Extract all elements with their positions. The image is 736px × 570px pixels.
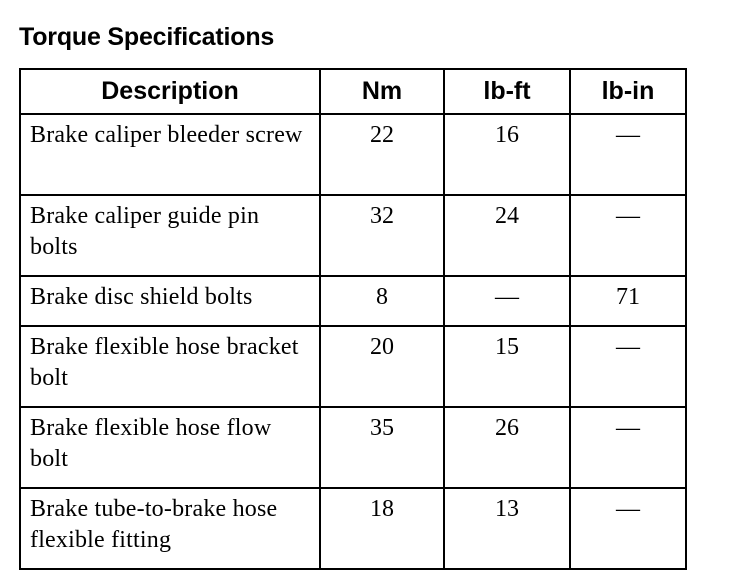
lb-in-cell: — bbox=[570, 326, 686, 407]
nm-cell: 32 bbox=[320, 195, 444, 276]
column-header-lb-in: lb-in bbox=[570, 69, 686, 114]
column-header-nm: Nm bbox=[320, 69, 444, 114]
lb-ft-cell: 13 bbox=[444, 488, 570, 569]
description-cell: Brake caliper bleeder screw bbox=[20, 114, 320, 195]
nm-cell: 35 bbox=[320, 407, 444, 488]
page-title: Torque Specifications bbox=[19, 23, 275, 51]
table-row bbox=[20, 488, 686, 569]
column-header-lb-ft: lb-ft bbox=[444, 69, 570, 114]
table-row bbox=[20, 195, 686, 276]
description-cell: Brake tube-to-brake hose flexible fitting bbox=[20, 488, 320, 569]
nm-cell: 18 bbox=[320, 488, 444, 569]
lb-ft-cell: 24 bbox=[444, 195, 570, 276]
lb-in-cell: — bbox=[570, 114, 686, 195]
description-cell: Brake caliper guide pin bolts bbox=[20, 195, 320, 276]
table-row bbox=[20, 326, 686, 407]
lb-in-cell: 71 bbox=[570, 276, 686, 326]
nm-cell: 8 bbox=[320, 276, 444, 326]
table-row bbox=[20, 407, 686, 488]
lb-in-cell: — bbox=[570, 407, 686, 488]
lb-ft-cell: 15 bbox=[444, 326, 570, 407]
nm-cell: 20 bbox=[320, 326, 444, 407]
description-cell: Brake disc shield bolts bbox=[20, 276, 320, 326]
table-header-row bbox=[20, 69, 686, 114]
description-cell: Brake flexible hose flow bolt bbox=[20, 407, 320, 488]
lb-in-cell: — bbox=[570, 195, 686, 276]
lb-ft-cell: 26 bbox=[444, 407, 570, 488]
nm-cell: 22 bbox=[320, 114, 444, 195]
torque-spec-table bbox=[19, 68, 687, 570]
lb-in-cell: — bbox=[570, 488, 686, 569]
lb-ft-cell: 16 bbox=[444, 114, 570, 195]
description-cell: Brake flexible hose bracket bolt bbox=[20, 326, 320, 407]
lb-ft-cell: — bbox=[444, 276, 570, 326]
table-row bbox=[20, 114, 686, 195]
table-row bbox=[20, 276, 686, 326]
column-header-description: Description bbox=[20, 69, 320, 114]
